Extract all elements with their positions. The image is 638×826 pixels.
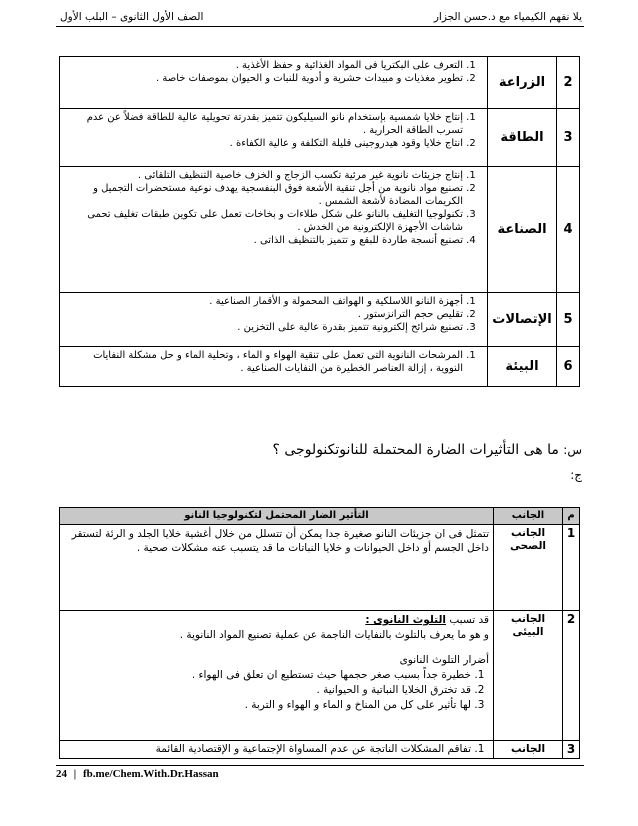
aspect-name: الجانب البيئى bbox=[494, 611, 563, 741]
header-aspect: الجانب bbox=[494, 508, 563, 525]
nano-pollution-term: التلوث النانوى : bbox=[365, 614, 447, 626]
field-name: الزراعة bbox=[488, 57, 557, 109]
effect-text: و هو ما يعرف بالتلوث بالنفايات الناجمة عن عملية تصنيع المواد النانوية . bbox=[179, 629, 489, 641]
list-item: 3. لها تأثير على كل من المناخ و الماء و الهواء و التربة . bbox=[64, 698, 471, 713]
list-item: 1. أجهزة النانو اللاسلكية و الهواتف المحمولة و الأقمار الصناعية . bbox=[66, 295, 463, 308]
field-name: الصناعة bbox=[488, 167, 557, 293]
page-header bbox=[56, 8, 584, 27]
field-name: الإتصالات bbox=[488, 293, 557, 347]
list-item: 1. إنتاج جزيئات نانوية غير مرئية تكسب الزجاج و الخزف خاصية التنظيف التلقائى . bbox=[66, 169, 463, 182]
list-item: 3. تصنيع شرائح إلكترونية تتميز بقدرة عالية على التخزين . bbox=[66, 321, 463, 334]
row-number: 3 bbox=[563, 741, 580, 759]
question bbox=[62, 442, 582, 458]
list-item: 1. المرشحات النانوية التى تعمل على تنقية الهواء و الماء ، وتحلية الماء و حل مشكلة النفايات النووية ، إزالة العناصر الخطيرة من النفايات الصناعية . bbox=[66, 349, 463, 375]
table-header-row bbox=[60, 508, 580, 525]
page-number: 24 bbox=[56, 768, 67, 780]
list-item: 1. خطيرة جداً بسبب صغر حجمها حيث تستطيع ان تعلق فى الهواء . bbox=[64, 668, 471, 683]
header-num: م bbox=[563, 508, 580, 525]
sub-heading: أضرار التلوث النانوى bbox=[399, 654, 489, 666]
row-number: 5 bbox=[557, 293, 580, 347]
header-grade: الصف الأول الثانوى – البلب الأول bbox=[60, 11, 204, 23]
list-item: 1. التعرف على البكتريا فى المواد الغذائية و حفظ الأغذية . bbox=[66, 59, 463, 72]
question-text: ما هى التأثيرات الضارة المحتملة للنانوتكنولوجى ؟ bbox=[272, 442, 559, 458]
effect-text: تتمثل فى ان جزيئات النانو صغيرة جدا يمكن أن تتسلل من خلال أغشية خلايا الجلد و الرئة لتستقر داخل الجسم أو داخل الحيوانات و خلايا النباتات ما قد يتسبب عنه مشكلات صحية . bbox=[60, 525, 494, 611]
row-number: 1 bbox=[563, 525, 580, 611]
table-row bbox=[60, 167, 580, 293]
page-footer bbox=[56, 765, 584, 780]
row-number: 2 bbox=[563, 611, 580, 741]
table-row bbox=[60, 109, 580, 167]
list-item: 1. إنتاج خلايا شمسية بإستخدام نانو السيليكون تتميز بقدرتة تحويلية عالية للطاقة فضلاً عن عدم تسرب الطاقة الحرارية . bbox=[66, 111, 463, 137]
list-item: 1. تفاقم المشكلات الناتجة عن عدم المساواة الإجتماعية و الإقتصادية القائمة bbox=[64, 743, 471, 756]
list-item: 2. انتاج خلايا وقود هيدروجينى قليلة التكلفة و عالية الكفاءة . bbox=[66, 137, 463, 150]
applications-table bbox=[59, 56, 580, 387]
footer-separator: | bbox=[73, 768, 77, 780]
aspect-name: الجانب الصحى bbox=[494, 525, 563, 611]
header-effect: التأثير الضار المحتمل لتكنولوجيا النانو bbox=[60, 508, 494, 525]
list-item: 2. تطوير مغذيات و مبيدات حشرية و أدوية للنبات و الحيوان بموصفات خاصة . bbox=[66, 72, 463, 85]
aspect-name: الجانب bbox=[494, 741, 563, 759]
answer-label: ج: bbox=[570, 468, 582, 482]
row-number: 6 bbox=[557, 347, 580, 387]
table-row bbox=[60, 347, 580, 387]
question-label: س: bbox=[563, 443, 582, 457]
field-name: البيئة bbox=[488, 347, 557, 387]
list-item: 2. تقليص حجم الترانزستور . bbox=[66, 308, 463, 321]
list-item: 3. تكنولوجيا التغليف بالنانو على شكل طلاءات و بخاخات تعمل على تكوين طبقات تغليف تحمى شاشات الأجهزة الإلكترونية من الخدش . bbox=[66, 208, 463, 234]
table-row bbox=[60, 611, 580, 741]
footer-link: fb.me/Chem.With.Dr.Hassan bbox=[82, 768, 219, 780]
row-number: 2 bbox=[557, 57, 580, 109]
list-item: 4. تصنيع أنسجة طاردة للبقع و تتميز بالتنظيف الذاتى . bbox=[66, 234, 463, 247]
row-number: 3 bbox=[557, 109, 580, 167]
field-name: الطاقة bbox=[488, 109, 557, 167]
table-row bbox=[60, 57, 580, 109]
header-author: يلا نفهم الكيمياء مع د.حسن الجزار bbox=[433, 11, 582, 23]
table-row bbox=[60, 525, 580, 611]
list-item: 2. قد تخترق الخلايا النباتية و الحيوانية . bbox=[64, 683, 471, 698]
row-number: 4 bbox=[557, 167, 580, 293]
effects-table bbox=[59, 507, 580, 759]
list-item: 2. تصنيع مواد نانوية من أجل تنقية الأشعة فوق البنفسجية يهدف نوعية مستحضرات التجميل و الكريمات المضادة لأشعة الشمس . bbox=[66, 182, 463, 208]
effect-intro: قد تسبب bbox=[449, 614, 489, 626]
table-row bbox=[60, 293, 580, 347]
table-row bbox=[60, 741, 580, 759]
